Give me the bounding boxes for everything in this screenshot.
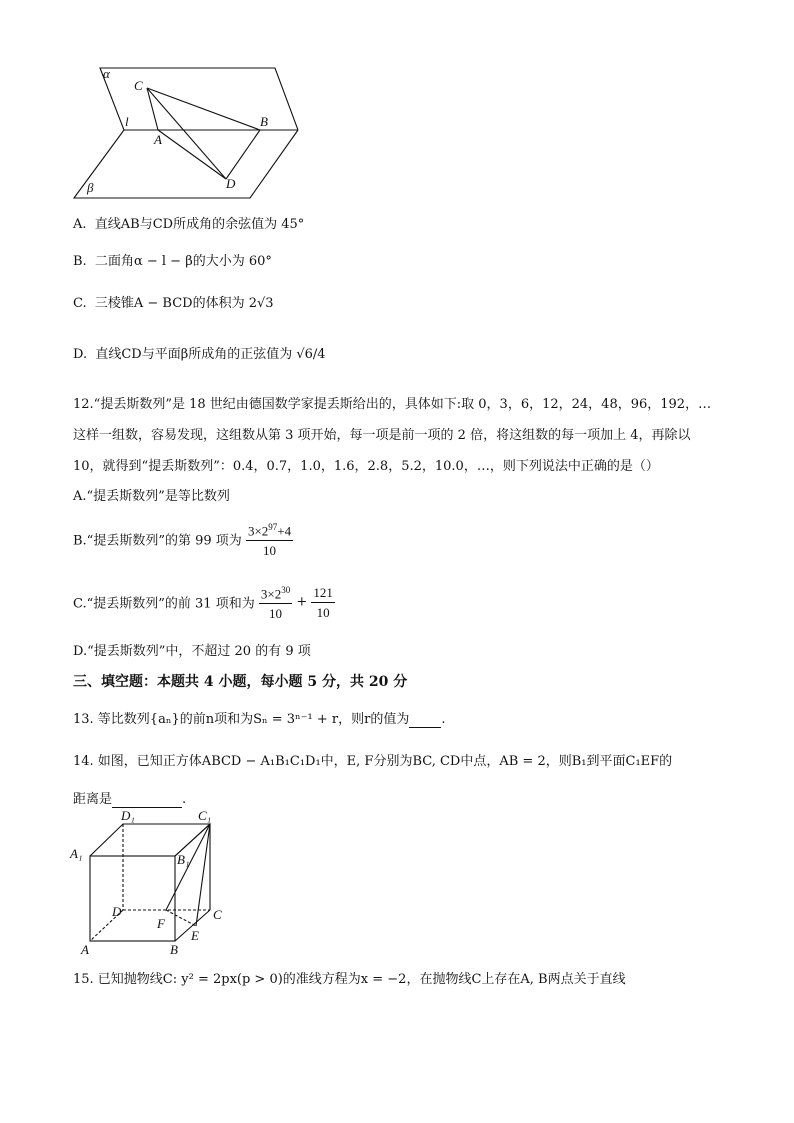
q11-option-a-text: 直线AB与CD所成角的余弦值为 45°: [94, 217, 305, 232]
label-C1: C₁: [198, 808, 212, 823]
label-D1: D₁: [121, 808, 135, 823]
q11-option-a: A. 直线AB与CD所成角的余弦值为 45°: [73, 217, 305, 232]
q12-stem-line1: 12.“提丢斯数列”是 18 世纪由德国数学家提丢斯给出的，具体如下:取 0，3，6，12，24，48，96，192，…: [73, 397, 712, 412]
figure-dihedral: [70, 60, 310, 205]
q12-option-c-fraction-1: $\frac{3\times 2^{30}}{10}$: [259, 582, 292, 622]
figure-cube: [66, 808, 236, 958]
q14-line2: 距离是 .: [73, 792, 187, 807]
q11-option-d: D. 直线CD与平面β所成角的正弦值为 √6/4: [73, 347, 326, 362]
label-A: A: [81, 942, 89, 957]
section-3-title: 三、填空题：本题共 4 小题，每小题 5 分，共 20 分: [73, 674, 408, 690]
q13-answer-blank[interactable]: [409, 712, 441, 728]
label-B1: B₁: [177, 852, 190, 867]
plane-alpha-outline: [100, 68, 298, 130]
segment-C1F: [166, 824, 210, 910]
label-A1: A₁: [70, 846, 83, 861]
q12-option-b-fraction: $\frac{3\times 2^{97}+4}{10}$: [246, 519, 293, 559]
segment-C1E: [196, 824, 210, 926]
q12-stem-line2: 这样一组数，容易发现，这组数从第 3 项开始，每一项是前一项的 2 倍，将这组数的每一项加上 4，再除以: [73, 428, 691, 443]
label-C: C: [213, 907, 222, 922]
label-D: D: [226, 176, 236, 191]
q12-option-b: B.“提丢斯数列”的第 99 项为 $\frac{3\times 2^{97}+4}{10}$: [73, 519, 293, 559]
label-A: A: [154, 132, 162, 147]
plane-beta-outline: [74, 130, 298, 198]
q11-option-c-text: 三棱锥A − BCD的体积为 2√3: [94, 296, 274, 311]
q12-option-d: D.“提丢斯数列”中，不超过 20 的有 9 项: [73, 644, 311, 659]
label-F: F: [157, 916, 165, 931]
q12-stem-line3: 10，就得到“提丢斯数列”：0.4，0.7，1.0，1.6，2.8，5.2，10.0，…，则下列说法中正确的是（）: [73, 459, 659, 474]
q14-line1: 14. 如图，已知正方体ABCD − A₁B₁C₁D₁中，E, F分别为BC, CD中点，AB = 2，则B₁到平面C₁EF的: [73, 754, 673, 769]
q13: 13. 等比数列{aₙ}的前n项和为Sₙ = 3ⁿ⁻¹ + r，则r的值为 .: [73, 712, 446, 727]
q11-option-b: B. 二面角α − l − β的大小为 60°: [73, 254, 272, 269]
label-D: D: [112, 904, 122, 919]
q15: 15. 已知抛物线C: y² = 2px(p > 0)的准线方程为x = −2，在抛物线C上存在A, B两点关于直线: [73, 972, 626, 987]
q12-option-c: C.“提丢斯数列”的前 31 项和为 $\frac{3\times 2^{30}}{10}$ + $\frac{121}{10}$: [73, 582, 335, 622]
q12-option-c-fraction-2: $\frac{121}{10}$: [313, 584, 333, 620]
label-l: l: [125, 114, 129, 129]
label-B: B: [260, 114, 268, 129]
label-beta: β: [87, 180, 94, 195]
label-B: B: [170, 942, 178, 957]
q11-option-d-text: 直线CD与平面β所成角的正弦值为 √6/4: [95, 347, 326, 362]
label-alpha: α: [103, 66, 110, 81]
q14-answer-blank[interactable]: [112, 792, 182, 808]
segment-EF: [166, 910, 196, 926]
label-E: E: [191, 928, 199, 943]
label-C: C: [134, 78, 143, 93]
q11-option-c: C. 三棱锥A − BCD的体积为 2√3: [73, 296, 274, 311]
q12-option-a: A.“提丢斯数列”是等比数列: [73, 489, 230, 504]
q11-option-b-text: 二面角α − l − β的大小为 60°: [94, 254, 272, 269]
